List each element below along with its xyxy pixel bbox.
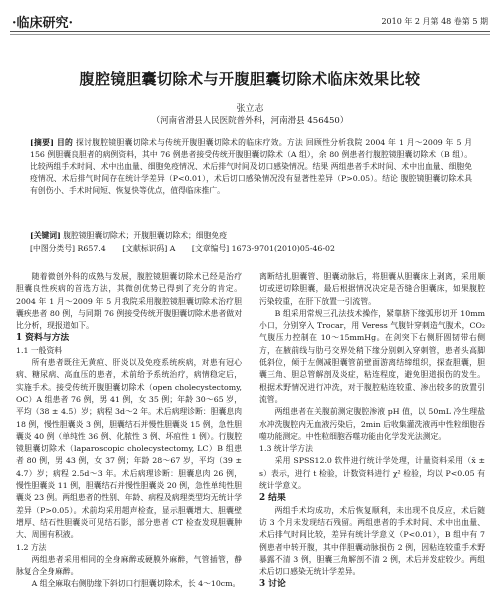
method-continued-paragraph: 离断结扎胆囊管、胆囊动脉后，将胆囊从胆囊床上剥离，采用顺切或逆切除胆囊，最后根据情况决定是否缝合胆囊床，如果腹腔污染较重，在肝下放置一引流管。 [259,272,485,306]
statistics-paragraph: 采用 SPSS12.0 软件进行统计学处理，计量资料采用（x̄ ± s）表示，进行 t 检验，计数资料进行 χ² 检验，均以 P<0.05 有统计学意义。 [259,456,485,491]
keywords-text: 腹腔镜胆囊切除术；开腹胆囊切除术；细胞免疫 [63,231,227,240]
method-paragraph: 两组患者采用相同的全身麻醉或硬膜外麻醉，气管插管，静脉复合全身麻醉。 [16,554,242,577]
ph-measure-paragraph: 两组患者在关腹前测定腹腔渗液 pH 值，以 50mL 冷生理盐水冲洗腹腔内无血液污染后，2min 后收集灌洗液再中性粒细胞吞噬功能测定。中性粒细胞吞噬功能由化学发光法测定。 [259,407,485,441]
section-heading-1: 1 资料与方法 [16,333,70,344]
subsection-heading-1-2: 1.2 方法 [16,542,47,552]
clc-number: [中图分类号] R657.4 [30,244,106,253]
section-label: ·临床研究· [12,16,74,31]
document-code: [文献标识码] A [122,244,176,253]
classification-line [30,243,472,255]
right-column [259,271,485,591]
subsection-heading-1-1: 1.1 一般资料 [16,345,63,355]
intro-paragraph: 随着微创外科的成熟与发展，腹腔镜胆囊切除术已经是治疗胆囊良性疾病的首选方法，其微创优势已得到了充分的肯定。2004 年 1 月～2009 年 5 月我院采用腹腔镜胆囊切除术治疗胆囊疾患者 80 例，与同期 76 例接受传统开腹胆囊切除术患者做对比分析，现报道如下。 [16,272,242,331]
section-heading-2: 2 结果 [259,493,286,504]
abstract-label: [摘要] 目的 [30,138,74,147]
method-b-paragraph: B 组采用常规三孔法技术操作，紧靠脐下缘弧形切开 10mm 小口，分别穿入 Trocar，用 Veress 气腹针穿刺造气腹术，CO₂ 气腹压力控制在 10～15mmHg。在剑突下右侧肝圆韧带右侧方，在腋前线与肋弓交界处稍下缘分别刺入穿刺管，患者头高脚低斜位，倾于左侧减胆囊管前壁面游离结缔组织，探查胆囊，胆囊三角、胆总管解剖及炎症，粘连程度，避免胆道损伤的发生。根据术野情况进行冲洗，对于腹腔粘连较重、渗出较多的放置引流管。 [259,308,485,404]
section-heading-3: 3 讨论 [259,579,286,590]
results-paragraph: 两组手术均成功，术后恢复顺利，未出现不良反应，术后随访 3 个月未发现结石残留。两组患者的手术时间、术中出血量、术后排气时间比较，差异有统计学意义（P<0.01），B 组中有 7 例患者中转开腹，其中伴胆囊动脉损伤 2 例，因粘连较重手术野暴露不清 3 例，胆囊三角解剖不清 2 例，术后并发症较少。两组术后切口感染无统计学差异。 [259,505,485,577]
article-number: [文章编号] 1673-9701(2010)05-46-02 [191,244,335,253]
header-rule [10,31,490,32]
method-paragraph-a: A 组全麻取右侧肋缘下斜切口行胆囊切除术，长 4～10cm。 [31,579,241,589]
keywords [30,230,472,242]
left-column [16,271,242,591]
header-rule-thin [10,34,490,35]
article-title: 腹腔镜胆囊切除术与开腹胆囊切除术临床效果比较 [79,70,421,88]
abstract [30,137,472,197]
journal-info: 2010 年 2 月第 48 卷第 5 期 [381,17,488,26]
subsection-heading-1-3: 1.3 统计学方法 [259,444,313,454]
author: 张立志 [236,104,264,114]
abstract-text: 探讨腹腔镜胆囊切除术与传统开腹胆囊切除术的临床疗效。方法 回顾性分析我院 2004 年 1 月～2009 年 5 月 156 例胆囊良胆者的病例资料，其中 76 例患者接受传统开腹胆囊切除术（A 组），余 80 例患者行腹腔镜胆囊切除术（B 组）。比较两组手术时间、术中出血量、细胞免疫情况、术后排气时间及切口感染情况。结果 两组患者手术时间、术中出血量、细胞免疫情况、术后排气时间存在统计学差异（P<0.01），术后切口感染情况没有显著性差异（P>0.05）。结论 腹腔镜胆囊切除术具有创伤小、手术时间短、恢复快等优点，值得临床推广。 [30,138,473,195]
general-data-paragraph: 所有患者既往无黄疸、肝炎以及免疫系统疾病，对患有冠心病、糖尿病、高血压的患者，术前给予系统治疗，病情稳定后，实施手术。接受传统开腹胆囊切除术（open cholecystectomy, OC）A 组患者 76 例，男 41 例，女 35 例；年龄 30～65 岁，平均（38 ± 4.5）岁；病程 3d～2 年。术后病理诊断：胆囊息肉 18 例，慢性胆囊炎 3 例，胆囊结石并慢性胆囊炎 15 例，急性胆囊炎 40 例（单纯性 36 例、化脓性 3 例、坏疽性 1 例）。行腹腔镜胆囊切除术（laparoscopic cholecystectomy, LC）B 组患者 80 例，男 43 例，女 37 例；年龄 28～67 岁，平均（39 ± 4.7）岁；病程 2.5d～3 年。术后病理诊断：胆囊息肉 26 例，慢性胆囊炎 11 例，胆囊结石并慢性胆囊炎 20 例，急性单纯性胆囊炎 23 例。两组患者的性别、年龄、病程及病理类型均无统计学差异（P>0.05）。术前均采用超声检查，显示胆囊增大、胆囊壁增厚、结石性胆囊炎可见结石影，部分患者 CT 检查发现胆囊肿大、周围有积液。 [16,358,242,540]
keywords-label: [关键词] [30,231,61,240]
affiliation: （河南省滑县人民医院普外科，河南滑县 456450） [151,116,349,126]
